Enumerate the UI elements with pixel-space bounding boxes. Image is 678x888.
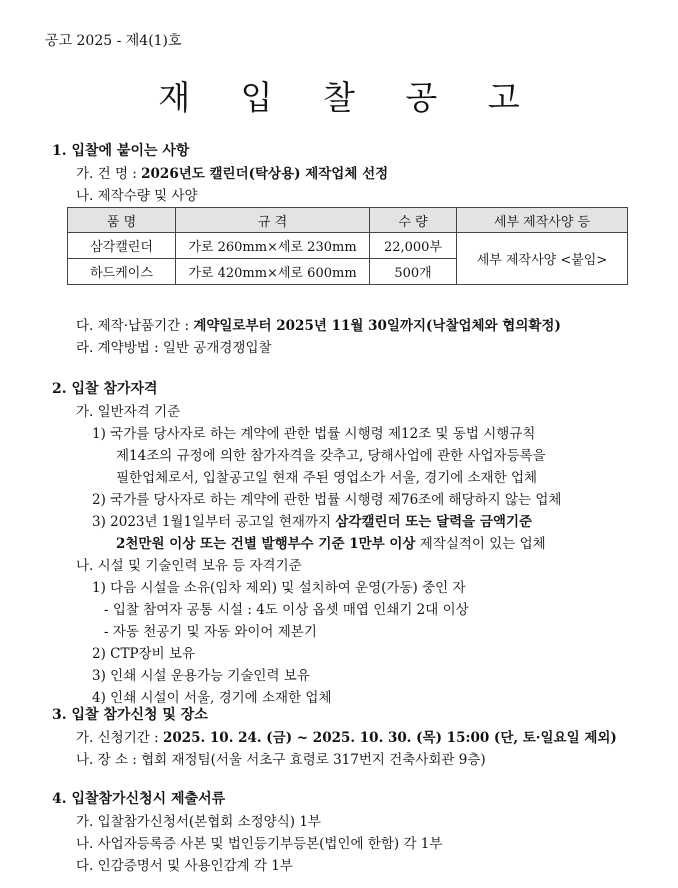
- facility-1-sub-1: - 입찰 참여자 공통 시설 : 4도 이상 옵셋 매엽 인쇄기 2대 이상: [104, 602, 469, 618]
- cell-detail: 세부 제작사양 <붙임>: [457, 233, 628, 285]
- section-4-heading: 4. 입찰참가신청시 제출서류: [52, 791, 226, 807]
- column-header: 품 명: [68, 208, 176, 233]
- item-quantity-spec: 나. 제작수량 및 사양: [76, 188, 198, 204]
- qualification-3-text: 제작실적이 있는 업체: [415, 536, 546, 552]
- column-header: 규 격: [176, 208, 370, 233]
- facility-1: 1) 다음 시설을 소유(임차 제외) 및 설치하여 운영(가동) 중인 자: [92, 580, 466, 596]
- item-production-period: [76, 314, 561, 334]
- qualification-3-emphasis: 2천만원 이상 또는 건별 발행부수 기준 1만부 이상: [116, 536, 416, 552]
- qualification-3-line-1: [92, 510, 532, 530]
- facility-3: 3) 인쇄 시설 운용가능 기술인력 보유: [92, 668, 310, 684]
- application-period-value: 2025. 10. 24. (금) ~ 2025. 10. 30. (목) 15:00 (단, 토·일요일 제외): [162, 730, 617, 746]
- qualification-3-text: 3) 2023년 1월1일부터 공고일 현재까지: [92, 514, 332, 530]
- cell-spec: 가로 260mm×세로 230mm: [176, 233, 370, 259]
- section-1-heading: 1. 입찰에 붙이는 사항: [52, 143, 190, 159]
- cell-name: 삼각캘린더: [68, 233, 176, 259]
- qualification-1-line-1: 1) 국가를 당사자로 하는 계약에 관한 법률 시행령 제12조 및 동법 시행규칙: [92, 426, 536, 442]
- facility-2: 2) CTP장비 보유: [92, 646, 196, 662]
- qualification-3-line-2: [116, 532, 546, 552]
- qualification-1-line-2: 제14조의 규정에 의한 참가자격을 갖추고, 당해사업에 관한 사업자등록을: [116, 448, 546, 464]
- production-period: 계약일로부터 2025년 11월 30일까지(낙찰업체와 협의확정): [193, 318, 561, 334]
- item-label: 가. 건 명 :: [76, 166, 137, 182]
- cell-name: 하드케이스: [68, 259, 176, 285]
- item-label: 가. 신청기간 :: [76, 730, 159, 746]
- application-period: [76, 726, 617, 746]
- section-2-heading: 2. 입찰 참가자격: [52, 381, 158, 397]
- cell-qty: 22,000부: [370, 233, 457, 259]
- project-name: 2026년도 캘린더(탁상용) 제작업체 선정: [141, 166, 389, 182]
- cell-spec: 가로 420mm×세로 600mm: [176, 259, 370, 285]
- item-label: 다. 제작·납품기간 :: [76, 318, 190, 334]
- qualification-2: 2) 국가를 당사자로 하는 계약에 관한 법률 시행령 제76조에 해당하지 않는 업체: [92, 492, 562, 508]
- general-qualification-heading: 가. 일반자격 기준: [76, 404, 181, 420]
- facility-4: 4) 인쇄 시설이 서울, 경기에 소재한 업체: [92, 690, 332, 706]
- item-contract-method: 라. 계약방법 : 일반 공개경쟁입찰: [76, 340, 272, 356]
- section-3-heading: 3. 입찰 참가신청 및 장소: [52, 707, 208, 723]
- cell-qty: 500개: [370, 259, 457, 285]
- application-place: 나. 장 소 : 협회 재정팀(서울 서초구 효령로 317번지 건축사회관 9층): [76, 752, 486, 768]
- column-header: 세부 제작사양 등: [457, 208, 628, 233]
- table-header-row: [68, 208, 628, 233]
- facility-qualification-heading: 나. 시설 및 기술인력 보유 등 자격기준: [76, 558, 302, 574]
- facility-1-sub-2: - 자동 천공기 및 자동 와이어 제본기: [104, 624, 317, 640]
- document-1: 가. 입찰참가신청서(본협회 소정양식) 1부: [76, 814, 321, 830]
- document-3: 다. 인감증명서 및 사용인감계 각 1부: [76, 858, 293, 874]
- page-title: 재 입 찰 공 고: [158, 78, 540, 117]
- spec-table: [67, 207, 628, 285]
- announcement-number: 공고 2025 - 제4(1)호: [45, 33, 182, 49]
- qualification-3-emphasis: 삼각캘린더 또는 달력을 금액기준: [335, 514, 533, 530]
- qualification-1-line-3: 필한업체로서, 입찰공고일 현재 주된 영업소가 서울, 경기에 소재한 업체: [116, 470, 538, 486]
- table-row: [68, 233, 628, 259]
- column-header: 수 량: [370, 208, 457, 233]
- item-project-name: [76, 162, 388, 182]
- document-2: 나. 사업자등록증 사본 및 법인등기부등본(법인에 한함) 각 1부: [76, 836, 443, 852]
